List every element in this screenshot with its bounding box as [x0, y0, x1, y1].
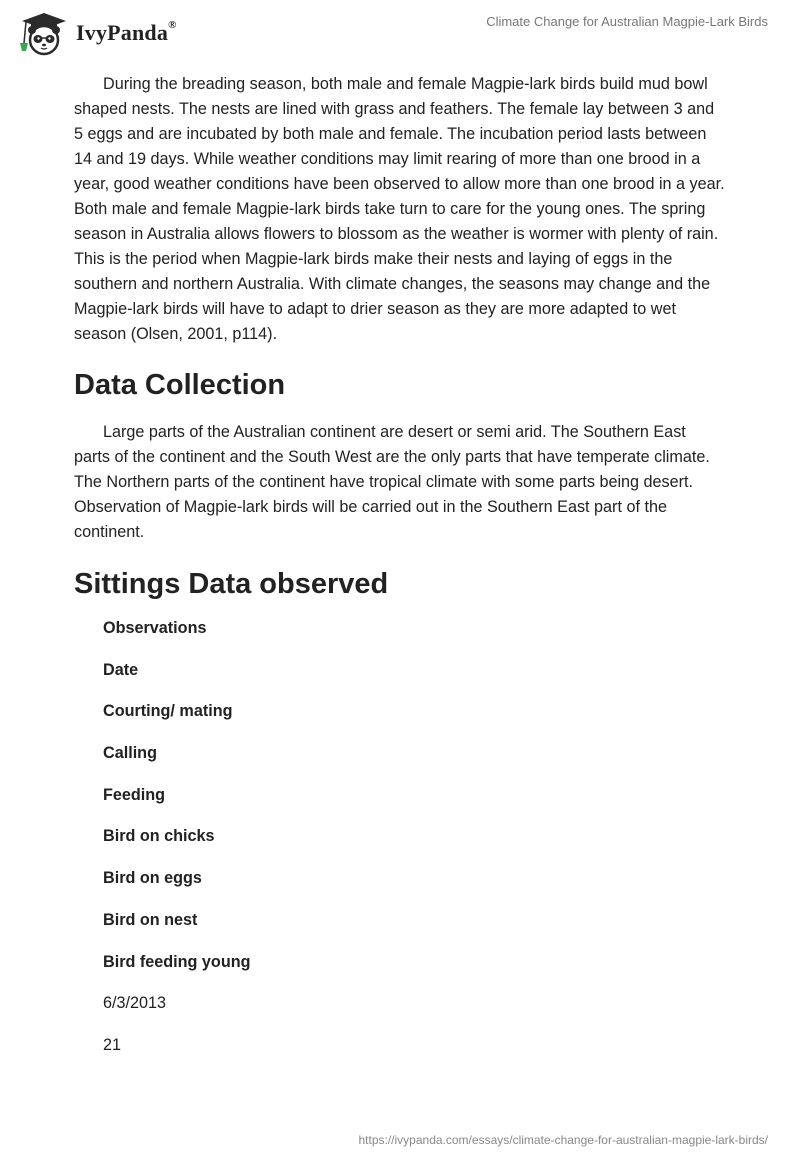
heading-data-collection: Data Collection — [74, 369, 286, 401]
observation-label: Bird on chicks — [103, 827, 215, 846]
observation-label: Calling — [103, 744, 157, 763]
panda-graduate-icon — [14, 9, 70, 57]
observation-label: Observations — [103, 619, 207, 637]
observation-label: Bird feeding young — [103, 952, 251, 971]
observation-label: Bird on nest — [103, 910, 198, 929]
observation-label: Date — [103, 660, 139, 679]
paragraph-data-collection: Large parts of the Australian continent are desert or semi arid. The Southern East parts of the continent and the South West are the only parts that have temperate climate. The Northern parts of the continent have tropical climate with some parts being desert. Observation of Magpie-lark birds will be carried out in the Southern East part of the continent. — [74, 423, 710, 541]
observation-label: Courting/ mating — [103, 702, 233, 721]
essay-content — [74, 70, 726, 1073]
observation-label: Bird on eggs — [103, 869, 202, 888]
page-header — [0, 0, 800, 70]
document-title: Climate Change for Australian Magpie-Lark Birds — [486, 14, 768, 29]
observations-list — [74, 614, 726, 1073]
logo-wordmark: IvyPanda® — [76, 18, 177, 45]
observation-value: 21 — [103, 1035, 122, 1054]
paragraph-breeding: During the breading season, both male and female Magpie-lark birds build mud bowl shaped nests. The nests are lined with grass and feathers. The female lay between 3 and 5 eggs and are incubated by both male and female. The incubation period lasts between 14 and 19 days. While weather conditions may limit rearing of more than one brood in a year, good weather conditions have been observed to allow more than one brood in a year. Both male and female Magpie-lark birds take turn to care for the young ones. The spring season in Australia allows flowers to blossom as the weather is wormer with plenty of rain. This is the period when Magpie-lark birds make their nests and laying of eggs in the southern and northern Australia. With climate changes, the seasons may change and the Magpie-lark birds will have to adapt to drier season as they are more adapted to wet season (Olsen, 2001, p114). — [74, 75, 725, 343]
source-url[interactable]: https://ivypanda.com/essays/climate-change-for-australian-magpie-lark-birds/ — [358, 1133, 768, 1147]
heading-sittings-data: Sittings Data observed — [74, 568, 389, 600]
observation-label: Feeding — [103, 785, 166, 804]
observation-value: 6/3/2013 — [103, 994, 167, 1013]
ivypanda-logo[interactable] — [14, 9, 177, 57]
